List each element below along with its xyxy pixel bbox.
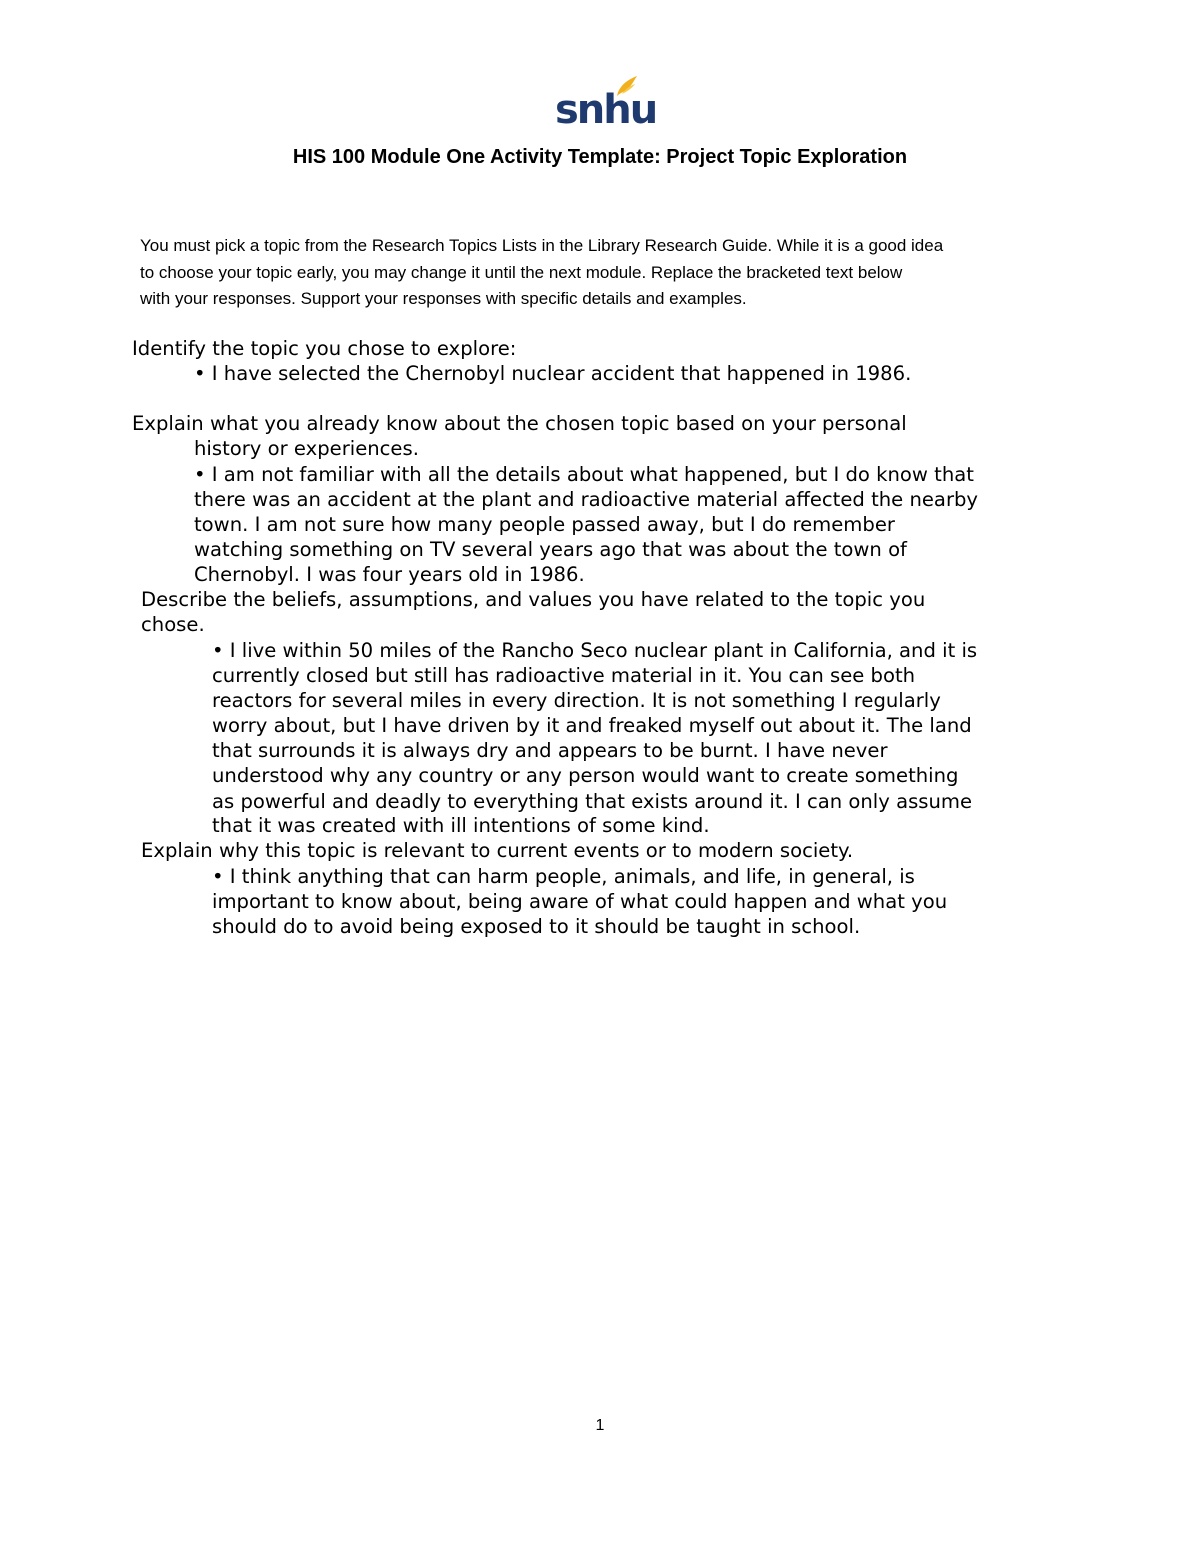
answer-line: that it was created with ill intentions of some kind. <box>212 814 710 837</box>
answer-line: important to know about, being aware of what could happen and what you <box>212 890 948 913</box>
answer-line: reactors for several miles in every direction. It is not something I regularly <box>212 689 941 712</box>
answer-line: • I am not familiar with all the details about what happened, but I do know that <box>194 463 974 486</box>
answer-line: • I think anything that can harm people, animals, and life, in general, is <box>212 865 915 888</box>
answer-line: • I live within 50 miles of the Rancho Seco nuclear plant in California, and it is <box>212 639 978 662</box>
instructions-line: to choose your topic early, you may change it until the next module. Replace the bracketed text below <box>140 262 903 282</box>
answer-line: as powerful and deadly to everything that exists around it. I can only assume <box>212 790 973 813</box>
answer-line: worry about, but I have driven by it and freaked myself out about it. The land <box>212 714 972 737</box>
snhu-logo <box>555 74 657 133</box>
page-number: 1 <box>595 1417 605 1434</box>
answer-line: • I have selected the Chernobyl nuclear accident that happened in 1986. <box>194 362 912 385</box>
answer-line: understood why any country or any person would want to create something <box>212 764 959 787</box>
page-title: HIS 100 Module One Activity Template: Project Topic Exploration <box>292 146 908 168</box>
answer-line: currently closed but still has radioactive material in it. You can see both <box>212 664 916 687</box>
answer-line: there was an accident at the plant and radioactive material affected the nearby <box>194 488 979 511</box>
answer-line: watching something on TV several years ago that was about the town of <box>194 538 907 561</box>
instructions-paragraph <box>140 233 1070 313</box>
answer-line: should do to avoid being exposed to it should be taught in school. <box>212 915 861 938</box>
instructions-line: You must pick a topic from the Research Topics Lists in the Library Research Guide. While it is a good idea <box>140 236 944 255</box>
answer-line: that surrounds it is always dry and appears to be burnt. I have never <box>212 739 888 762</box>
logo-wordmark: snhu <box>555 87 657 133</box>
question-prompt: Identify the topic you chose to explore: <box>132 337 517 360</box>
question-prompt: Describe the beliefs, assumptions, and values you have related to the topic you <box>141 588 926 611</box>
question-prompt: chose. <box>141 613 205 636</box>
question-prompt: Explain what you already know about the chosen topic based on your personal <box>132 412 907 435</box>
question-prompt: history or experiences. <box>194 437 419 460</box>
question-prompt: Explain why this topic is relevant to current events or to modern society. <box>141 839 854 862</box>
answer-line: Chernobyl. I was four years old in 1986. <box>194 563 585 586</box>
instructions-line: with your responses. Support your responses with specific details and examples. <box>140 289 747 308</box>
answer-line: town. I am not sure how many people passed away, but I do remember <box>194 513 895 536</box>
